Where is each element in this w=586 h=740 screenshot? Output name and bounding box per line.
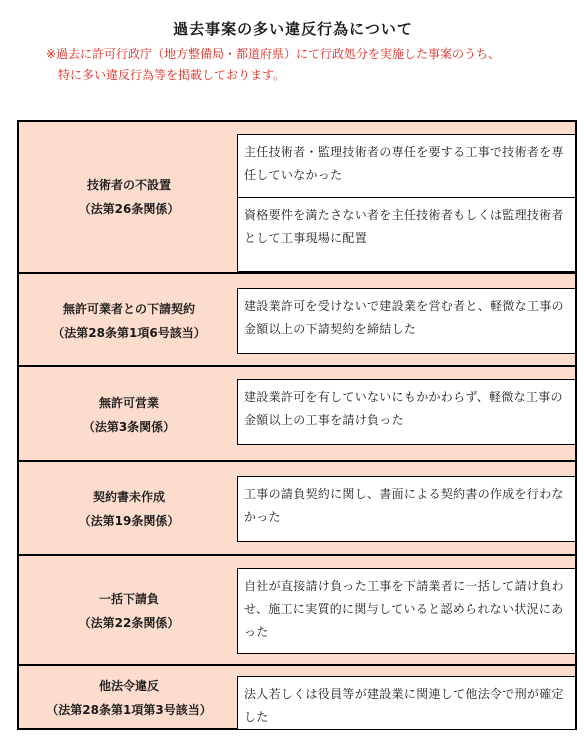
law-reference: （法第28条第1項6号該当） [52,325,206,340]
category-cell [19,462,239,556]
category-name: 一括下請負 [98,592,159,606]
category-cell [19,666,239,730]
notice-line-1: ※過去に許可行政庁（地方整備局・都道府県）にて行政処分を実施した事案のうち、 [46,47,501,61]
violation-row [19,122,575,272]
violation-row [19,554,575,666]
description-cell [237,134,575,272]
category-name: 他法令違反 [98,679,159,693]
notice-text [46,44,566,86]
description-text: 建設業許可を受けないで建設業を営む者と、軽微な工事の金額以上の下請契約を締結した [244,299,564,336]
law-reference: （法第28条第1項第3号該当） [46,703,212,717]
law-reference: （法第3条関係） [82,419,176,434]
description-text: 法人若しくは役員等が建設業に関連して他法令で刑が確定した [244,687,564,724]
description-text: 資格要件を満たさない者を主任技術者もしくは監理技術者として工事現場に配置 [238,197,575,272]
category-cell [19,122,239,272]
category-name: 無許可業者との下請契約 [62,301,195,316]
description-cell [237,568,575,654]
violation-row [19,365,575,462]
law-reference: （法第19条関係） [78,514,180,528]
notice-line-2: 特に多い違反行為等を掲載しております。 [58,68,286,82]
category-cell [19,274,239,367]
category-cell [19,367,239,462]
violation-row [19,664,575,730]
violation-row [19,460,575,556]
law-reference: （法第22条関係） [78,616,180,630]
description-text: 建設業許可を有していないにもかかわらず、軽微な工事の金額以上の工事を請け負った [244,390,563,427]
category-cell [19,556,239,666]
violations-table [17,120,577,730]
description-text: 主任技術者・監理技術者の専任を要する工事で技術者を専任していなかった [244,145,564,182]
description-cell [237,676,575,730]
description-cell [237,288,575,354]
description-text: 工事の請負契約に関し、書面による契約書の作成を行わなかった [244,487,564,524]
category-name: 無許可営業 [98,395,159,410]
description-text: 自社が直接請け負った工事を下請業者に一括して請け負わせ、施工に実質的に関与していると認められない状況にあった [244,579,564,639]
description-cell [237,379,575,445]
category-name: 契約書未作成 [92,490,165,504]
category-name: 技術者の不設置 [86,178,171,192]
description-cell [237,476,575,542]
violation-row [19,272,575,367]
page-title: 過去事案の多い違反行為について [173,20,413,38]
law-reference: （法第26条関係） [78,202,180,216]
